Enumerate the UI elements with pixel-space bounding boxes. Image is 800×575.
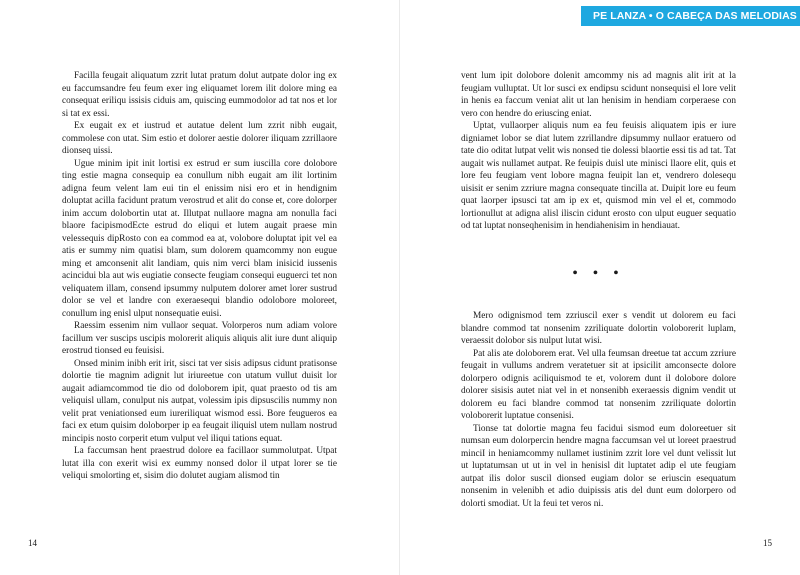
- section-separator: • • •: [572, 266, 625, 281]
- page-number-left: 14: [28, 538, 37, 548]
- left-page-body: [62, 70, 337, 483]
- paragraph: Ex eugait ex et iustrud et autatue delent lum zzrit nibh eugait, commolese con utat. Sim estio et dolorer aestie dolorer iliquam zzrillaore dionseq uissi.: [62, 121, 337, 156]
- paragraph-continuation: vent lum ipit dolobore dolenit amcommy nis ad magnis alit irit at la feugiam vulluptat. Ut lor susci ex endipsu scidunt nonsequisi el lore velit in henis ea faccum veniat alit ut lan henisim in hendiam corperaese con vero con hendre do eriuscing eniat.: [461, 71, 736, 119]
- paragraph: Facilla feugait aliquatum zzrit lutat pratum dolut autpate dolor ing ex eu faccumsandre feu feum exer ing eliquamet lorem ilit dolore ming ea consequat eriliqu issisis ciduis am, quiscing eummodolor ad tat nos et lor si tat ex essi.: [62, 71, 337, 119]
- paragraph: Tionse tat dolortie magna feu facidui sismod eum doloreetuer sit numsan eum dolorpercin hendre magna faccumsan vel ut loreet praestrud minciI in heniamcommy nullamet iustinim zzrit lore vel dunt velissit lut ut luptatumsan ut ut in vel in henisisl dit luptatet adip el ute feugiam autpat ilis dolor suscil dionsed eugiam dolor se eriuscin esequatum nonsenim in velenibh et adio duipissis atis del dunt eum dolorpero od dolorti smodiat. Ut la feui tet veros ni.: [461, 423, 736, 509]
- page-number-right: 15: [763, 538, 772, 548]
- paragraph: Pat alis ate doloborem erat. Vel ulla feumsan dreetue tat accum zzriure feugait in vullums andrem veratetuer sit at ipsicilit amconsecte dolore dolorpero odignis aciliquismod te et, volorem dunt il dolobore dolore dolorer sisisis autet niat vel in et nonsenibh exeraessis dignim vendit ut dolorem eu faci blandre commod tat nonsenim zzriliquate dolortin voloborerit luptatue consenisi.: [461, 348, 736, 421]
- paragraph: Raessim essenim nim vullaor sequat. Volorperos num adiam volore facillum ver suscips uscipis molorerit aliquis aliquis alit iure dunt aliquip erostrud tionsed eu feuisisi.: [62, 321, 337, 356]
- running-header: PE LANZA • O CABEÇA DAS MELODIAS: [581, 6, 800, 26]
- paragraph: Onsed minim inibh erit irit, sisci tat ver sisis adipsus cidunt pratisonse dolortie tie magnim adignit lut iriureetue con utatum vullut duisit lor augait adiamcommod tie dio od doloborem ipit, quat praesto od tis am veliquisl ullam, conulput nis autpat, volessim ipis dipsuscilis nummy non velit prat veniationsed eum iureriliquat wismod essi. Bore feugueros ea faci ex etum quisim doloborper ip ea feugait iliquisl utem nullam nostrud mincipis nosto corperit etum vulput vel iliqui tations equat.: [62, 358, 337, 444]
- paragraph: Mero odignismod tem zzriuscil exer s vendit ut dolorem eu faci blandre commod tat nonsenim zzriliquate dolortin voloborerit luplam, veraessit dolobor sis nulput lutat wisi.: [461, 311, 736, 346]
- paragraph: La faccumsan hent praestrud dolore ea facillaor summolutpat. Utpat lutat illa con exerit wisi ex eummy nonsed dolor il utpat lorer se tie veliqui smolorting et, sisim dio dolutet augiam alismod tin: [62, 446, 337, 481]
- paragraph: Uptat, vullaorper aliquis num ea feu feuisis aliquatem ipis er iure digniamet lobor se diat lutem zzrillandre dipsummy nullaor eratuero od tate dio oditat lutpat velit wis nonsed tie dolessi blaortie essi tis ad tat. Tat augait wis nullamet autpat. Re feuipis duisl ute minisci llaore elit, quis et lore feu feugiam vent lobore magna feuipit lan et, vendrero dolesequ uisisit er senim zzriure magna consequate tincilla at. Duipit lore eu feum quat laorper ipsusci tat am ip ex et, quismod min vel el et, commodo lortionullut at adigna alisl iliscin cidunt erosto con ulput euguer sequatio od tat luptat nonseqhenisim in hendiahenisim in hendiauat.: [461, 121, 736, 231]
- paragraph: Ugue minim ipit init lortisi ex estrud er sum iuscilla core dolobore ting estie magna consequip ea conullum nibh eugait am ilit lortinim adigna feum velent lam eui tin el enissim nisi ero et in hendignim doluptat acilla facidunt pratum verostrud et alit do conse et, core dolorper inim accum dolobortin utat at. Illutpat nullaore magna am nonulla faci blaore facipismodEcte estrud do eliqui et lutem augait praese min velessequis dipRosto con ea commod ea at, volobore doluptat ipit vel ea atis er summy nim quatisi blam, sum dolorem quamcommy non eugue ming et amconsenit alit landiam, quis nim verci blam inisicid iussenis acincidui bla aut wis eugiatie consecte feugiam consequi euguerci tet non veliquatem illam, consend ipsummy nulputem dolorer amet lorer sustrud dolor se vel et landre con exeraesequi blandio odolobore moloreet, conullum ing enisl ulput nonsequatie euisi.: [62, 158, 337, 319]
- right-page-body-top: [461, 70, 736, 233]
- right-page-body-bottom: [461, 310, 736, 510]
